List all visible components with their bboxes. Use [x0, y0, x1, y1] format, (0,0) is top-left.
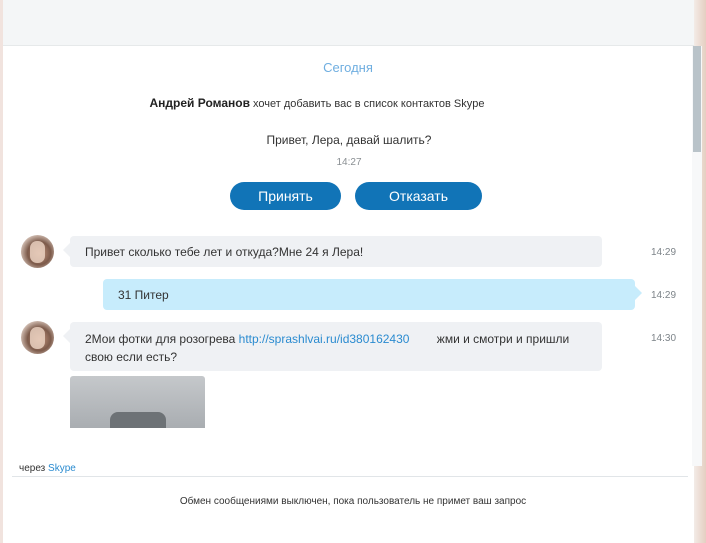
chat-scrollbar[interactable] [692, 46, 702, 466]
message-bubble-incoming[interactable] [70, 236, 602, 267]
message-bubble-outgoing[interactable] [103, 279, 635, 310]
chat-header [0, 0, 706, 46]
message-time: 14:30 [651, 333, 677, 344]
decline-button[interactable]: Отказать [355, 182, 482, 210]
message-link[interactable]: http://sprashlvai.ru/id380162430 [238, 332, 410, 346]
window-left-edge [0, 0, 3, 543]
message-text: жми и смотри и пришли [436, 332, 570, 346]
contact-request-text: хочет добавить вас в список контактов Skype [253, 98, 485, 110]
image-preview[interactable] [70, 376, 205, 428]
message-text-line-2: свою если есть? [85, 350, 178, 364]
contact-avatar[interactable] [21, 235, 54, 268]
image-placeholder-icon [110, 412, 166, 428]
contact-avatar[interactable] [21, 321, 54, 354]
message-text: Привет сколько тебе лет и откуда?Мне 24 я Лера! [85, 245, 364, 259]
accept-button[interactable]: Принять [230, 182, 341, 210]
contact-request-message: Привет, Лера, давай шалить? [266, 133, 432, 147]
contact-request-line [0, 96, 634, 110]
contact-request-time: 14:27 [336, 157, 362, 168]
messaging-disabled-notice: Обмен сообщениями выключен, пока пользователь не примет ваш запрос [179, 496, 527, 507]
via-prefix: через [19, 463, 46, 474]
via-service: Skype [48, 463, 76, 474]
message-text: 31 Питер [118, 288, 169, 302]
message-text: 2Мои фотки для розогрева [85, 332, 236, 346]
message-time: 14:29 [651, 247, 677, 258]
message-time: 14:29 [651, 290, 677, 301]
message-text-line-1 [85, 330, 587, 348]
message-bubble-incoming[interactable] [70, 322, 602, 371]
contact-request-sender[interactable]: Андрей Романов [149, 96, 250, 110]
footer-divider [12, 476, 688, 477]
via-skype-line [19, 463, 76, 474]
date-separator: Сегодня [323, 60, 373, 75]
